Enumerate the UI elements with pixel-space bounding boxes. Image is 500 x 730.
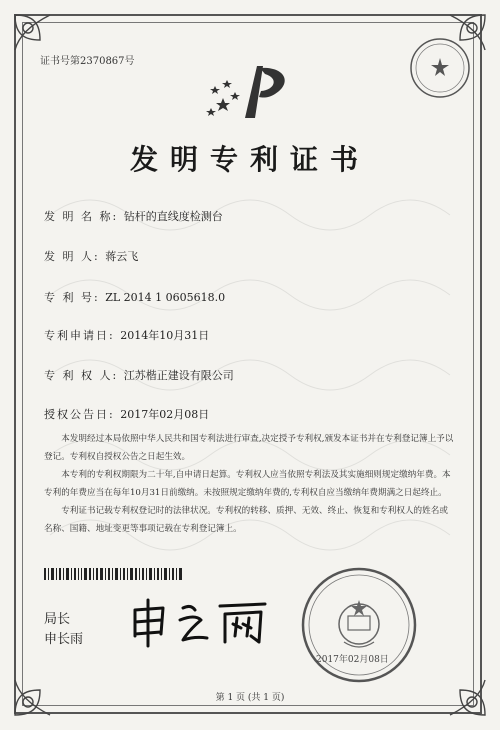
filing-date-row: [44, 327, 209, 343]
barcode: [44, 568, 184, 580]
inventor-label: 发 明 人:: [44, 250, 100, 263]
patentee-label: 专 利 权 人:: [44, 369, 119, 382]
director-signature: [125, 596, 275, 648]
state-ip-office-seal-icon: [300, 566, 418, 684]
page-footer: 第 1 页 (共 1 页): [215, 693, 285, 703]
inventor-value: 蒋云飞: [105, 250, 139, 263]
grant-date-label: 授权公告日:: [44, 408, 115, 421]
director-title: 局长: [44, 612, 71, 627]
invention-name-label: 发 明 名 称:: [44, 210, 119, 223]
body-paragraph: 本发明经过本局依照中华人民共和国专利法进行审查,决定授予专利权,颁发本证书并在专利登记簿上予以登记。专利权自授权公告之日起生效。: [44, 434, 454, 462]
director-name: 申长雨: [44, 632, 84, 647]
certificate-body: [44, 430, 454, 538]
invention-name-row: [44, 208, 223, 224]
filing-date-value: 2014年10月31日: [120, 329, 210, 342]
sipo-logo-icon: [205, 58, 300, 128]
grant-date-row: [44, 406, 209, 422]
inventor-row: [44, 248, 138, 264]
body-paragraph: 本专利的专利权期限为二十年,自申请日起算。专利权人应当依照专利法及其实施细则规定缴纳年费。本专利的年费应当在每年10月31日前缴纳。未按照规定缴纳年费的,专利权自应当缴纳年费期满之日起终止。: [44, 470, 451, 498]
filing-date-label: 专利申请日:: [44, 329, 115, 342]
invention-name-value: 钻杆的直线度检测台: [123, 210, 223, 223]
seal-date: 2017年02月08日: [316, 655, 389, 665]
body-paragraph: 专利证书记载专利权登记时的法律状况。专利权的转移、质押、无效、终止、恢复和专利权人的姓名或名称、国籍、地址变更等事项记载在专利登记簿上。: [44, 506, 448, 534]
patent-number-label: 专 利 号:: [44, 291, 100, 304]
patent-number-value: ZL 2014 1 0605618.0: [105, 291, 226, 304]
patentee-value: 江苏楷正建设有限公司: [123, 369, 234, 382]
certificate-number: 证书号第2370867号: [40, 56, 135, 67]
patentee-row: [44, 367, 234, 383]
patent-number-row: [44, 289, 225, 305]
grant-date-value: 2017年02月08日: [120, 408, 210, 421]
query-seal-icon: [408, 36, 472, 100]
certificate-title: 发明专利证书: [129, 143, 370, 176]
